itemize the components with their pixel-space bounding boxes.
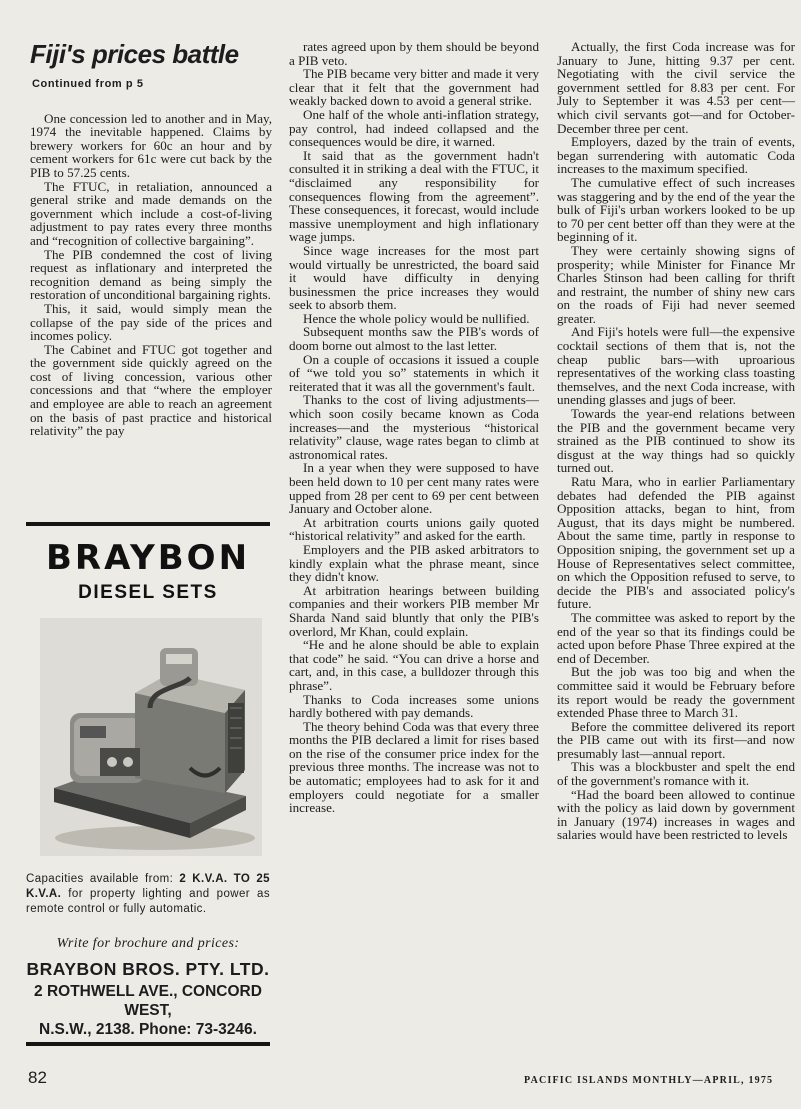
diesel-generator-photo [40,618,262,856]
paragraph: The Cabinet and FTUC got together and the government side quickly agreed on the cost of living concession, various other concessions and that “where the employer and employee are able to reach an agreement on the basis of past practice and historical relativity” the pay [30,341,272,439]
paragraph: One concession led to another and in May, 1974 the inevitable happened. Claims by brewery workers for 60c an hour and by cement workers for 61c were cut back by the PIB to 57.25 cents. [30,110,272,180]
ad-address-line-2: N.S.W., 2138. Phone: 73-3246. [39,1021,257,1038]
continued-from: Continued from p 5 [32,78,144,90]
ad-top-rule [26,522,270,526]
ad-company: BRAYBON BROS. PTY. LTD. [26,959,270,979]
paragraph: The PIB condemned the cost of living request as inflationary and interpreted the recognition demand as being simply the restoration of unconditional bargaining rights. [30,246,272,303]
paragraph: At arbitration hearings between building companies and their workers PIB member Mr Sharda Nand said bluntly that only the PIB's overlord, Mr Khan, could explain. [289,582,539,639]
paragraph: Actually, the first Coda increase was for January to June, hitting 9.37 per cent. Negotiating with the civil service the government settled for 8.83 per cent. For July to September it was 4.53 per cent—which civil servants got—and for October-December three per cent. [557,39,795,136]
paragraph: The committee was asked to report by the end of the year so that its findings could be acted upon before Phase Three expired at the end of December. [557,609,795,666]
ad-address [26,982,270,1039]
column-3-body [557,40,795,842]
paragraph: “Had the board been allowed to continue with the policy as laid down by government in January (1974) increases in wages and salaries would have been restricted to levels [557,786,795,843]
capacities-range: 2 K.V.A. TO 25 K.V.A. [26,873,270,900]
article-column-3 [557,40,795,842]
page-number: 82 [28,1068,47,1087]
paragraph: Towards the year-end relations between the PIB and the government became very strained as the PIB continued to show its disgust at the way things had so quickly turned out. [557,406,795,476]
headline: Fiji's prices battle [30,39,239,69]
ad-product: DIESEL SETS [78,582,218,603]
column-2-body [289,40,539,815]
paragraph: At arbitration courts unions gaily quoted “historical relativity” and asked for the earth. [289,514,539,544]
paragraph: Ratu Mara, who in earlier Parliamentary debates had defended the PIB against Opposition attacks, began to hint, from August, that its days might be numbered. About the same time, partly in response to Opposition sniping, the government set up a House of Representatives select committee, on which the Opposition refused to serve, to decide the PIB's and associated policy's future. [557,474,795,612]
capacities-rest: for property lighting and power as remote control or fully automatic. [26,888,270,915]
article-column-1 [30,40,272,438]
paragraph: The PIB became very bitter and made it very clear that it felt that the government had weakly backed down to avoid a general strike. [289,66,539,109]
paragraph: On a couple of occasions it issued a couple of “we told you so” statements in which it reiterated that it was all the government's fault. [289,351,539,394]
paragraph: But the job was too big and when the committee said it would be February before its report would be ready the government extended Phase three to March 31. [557,664,795,721]
paragraph: And Fiji's hotels were full—the expensive cocktail sections of them that is, not the cheap public bars—with uproarious representatives of the working class toasting themselves, and the next Coda increase, with unending glasses and jugs of beer. [557,324,795,408]
paragraph: This was a blockbuster and spelt the end of the government's romance with it. [557,759,795,789]
paragraph: Hence the whole policy would be nullified. [303,310,530,326]
running-footer: PACIFIC ISLANDS MONTHLY—APRIL, 1975 [524,1075,774,1086]
paragraph: One half of the whole anti-inflation strategy, pay control, had indeed collapsed and the consequences would be dire, it warned. [289,106,539,150]
paragraph: Subsequent months saw the PIB's words of doom borne out almost to the last letter. [289,324,539,354]
paragraph: Since wage increases for the most part would virtually be unrestricted, the board said it would have difficulty in denying businessmen the price increases they would seek to absorb them. [289,242,539,313]
paragraph: The theory behind Coda was that every three months the PIB declared a limit for rises based on the rise of the consumer price index for the previous three months. The increase was not to be automatic; employees had to ask for it and employers could negotiate for a smaller increase. [289,718,539,816]
paragraph: The cumulative effect of such increases was staggering and by the end of the year the bulk of Fiji's urban workers looked to be up to 70 per cent better off than they were at the beginning of it. [557,174,795,245]
paragraph: Employers and the PIB asked arbitrators to kindly explain what the phrase meant, since they didn't know. [289,541,539,585]
paragraph: It said that as the government hadn't consulted it in striking a deal with the FTUC, it “disclaimed any responsibility for consequences flowing from the agreement”. These consequences, it forecast, would include massive unemployment and high inflationary wage jumps. [289,147,539,245]
paragraph: Before the committee delivered its report the PIB came out with its first—and now presumably last—annual report. [557,718,795,761]
ad-capacities [26,872,270,917]
column-1-body [30,112,272,438]
paragraph: In a year when they were supposed to have been held down to 10 per cent many rates were upped from 28 per cent to 69 per cent between January and October alone. [289,460,539,517]
ad-brand: BRAYBON [45,538,251,578]
ad-address-line-1: 2 ROTHWELL AVE., CONCORD WEST, [34,983,262,1019]
ad-bottom-rule [26,1042,270,1046]
paragraph: Thanks to Coda increases some unions hardly bothered with pay demands. [289,691,539,721]
paragraph: rates agreed upon by them should be beyond a PIB veto. [289,39,539,68]
capacities-lead: Capacities available from: [26,873,174,885]
ad-write-for-brochure: Write for brochure and prices: [56,936,240,951]
paragraph: This, it said, would simply mean the collapse of the pay side of the prices and incomes policy. [30,300,272,344]
article-column-2 [289,40,539,815]
paragraph: The FTUC, in retaliation, announced a general strike and made demands on the government which include a cost-of-living adjustment to pay rates every three months and “recognition of collective bargaining”. [30,178,272,248]
paragraph: “He and he alone should be able to explain that code” he said. “You can drive a horse and cart, and, in this case, a bulldozer through this phrase”. [289,637,539,693]
paragraph: They were certainly showing signs of prosperity; while Minister for Finance Mr Charles Stinson had been calling for thrift and restraint, the number of shiny new cars on the roads of Fiji had never seemed greater. [557,242,795,326]
paragraph: Employers, dazed by the train of events, began surrendering with automatic Coda increases to the maximum specified. [557,134,795,177]
paragraph: Thanks to the cost of living adjustments—which soon cosily became known as Coda increases—and the mysterious “historical relativity” clause, wage rates began to climb at astronomical rates. [289,392,539,462]
